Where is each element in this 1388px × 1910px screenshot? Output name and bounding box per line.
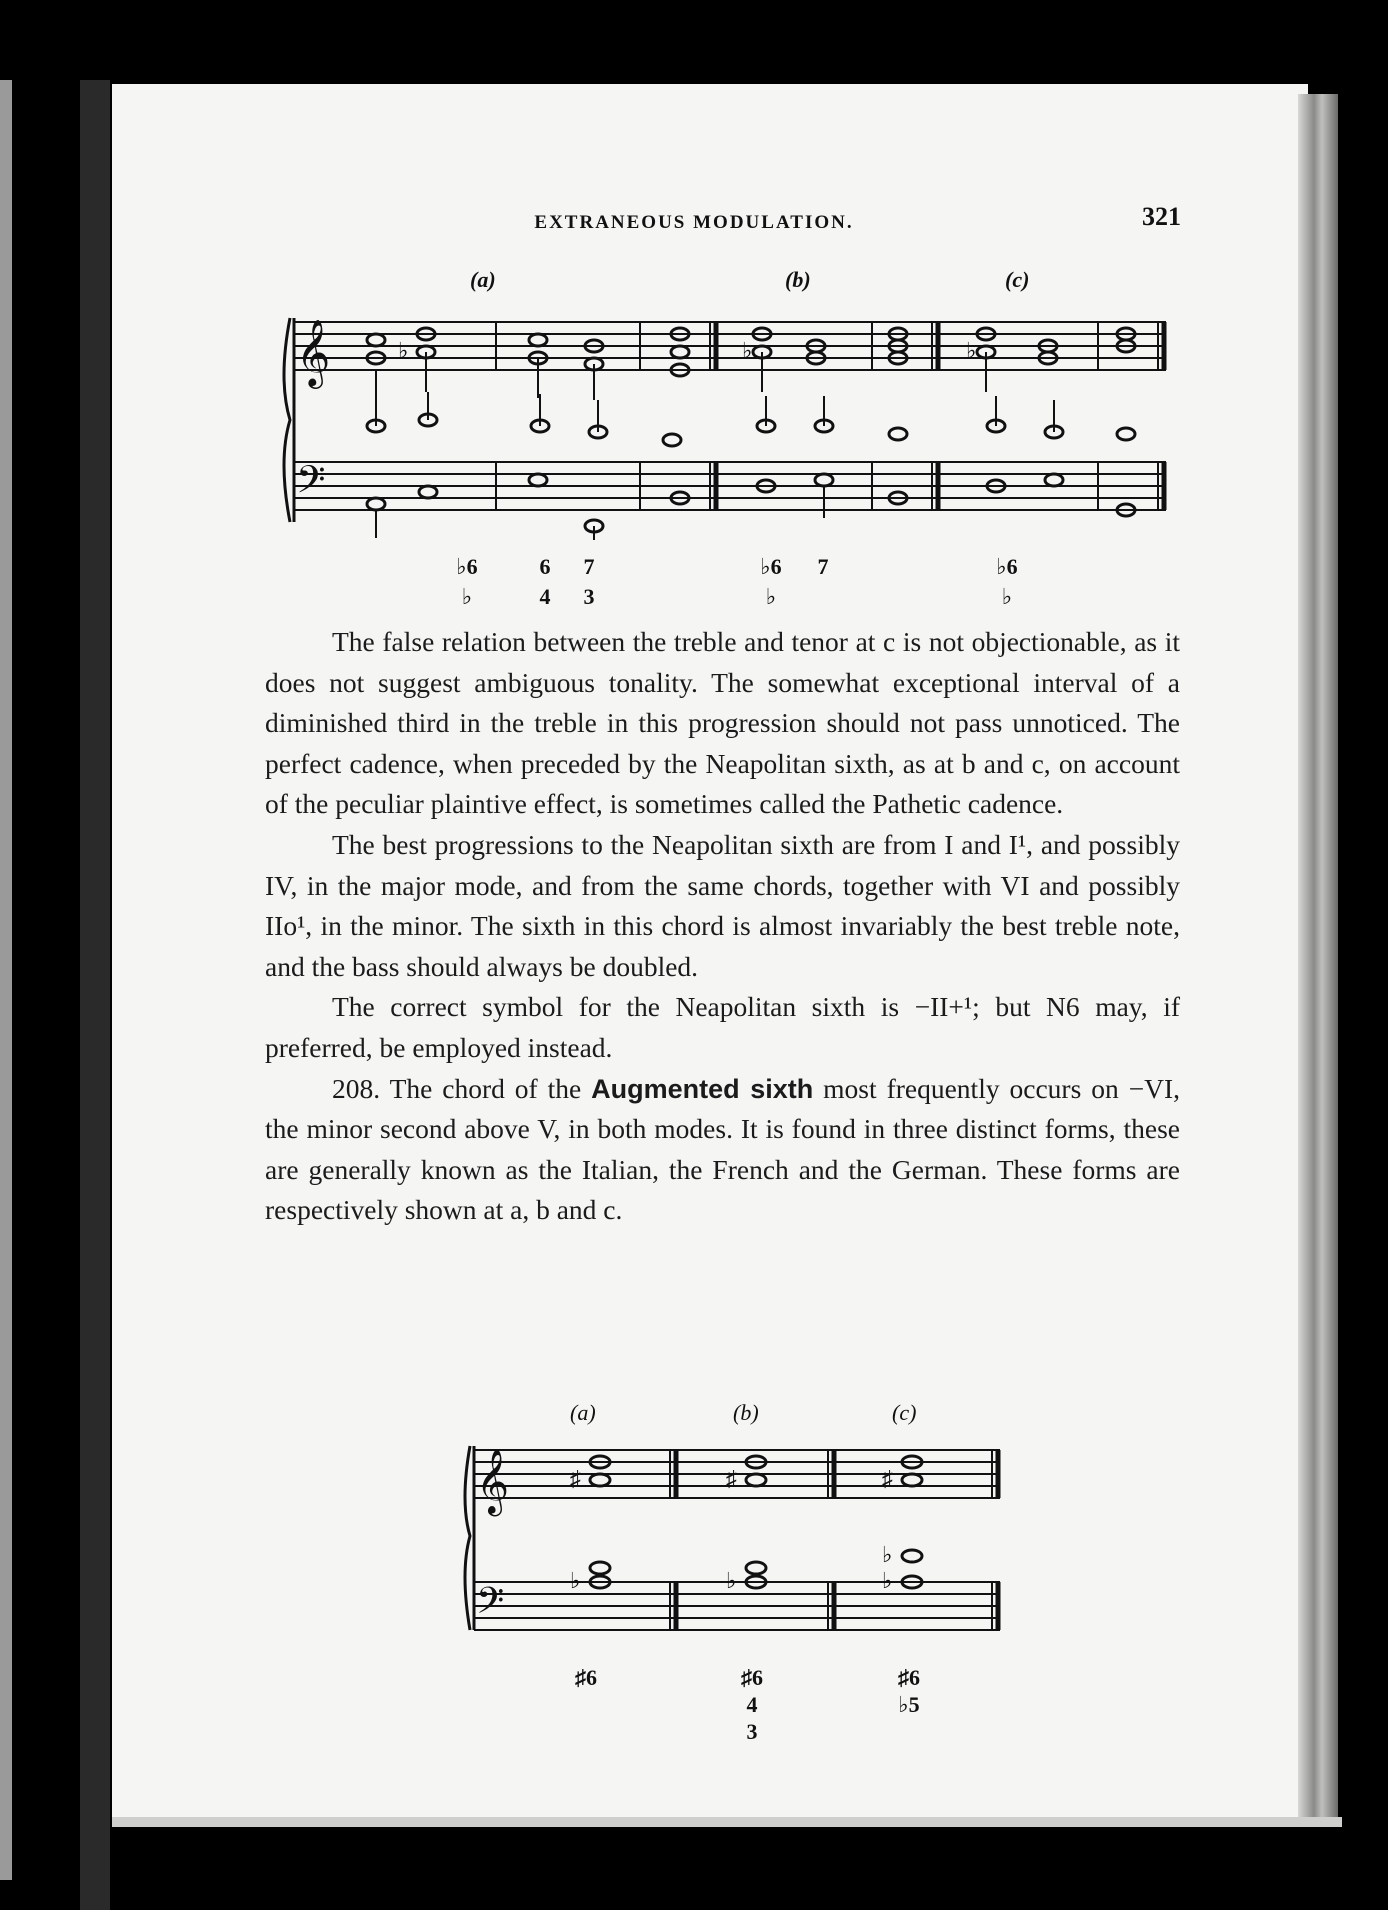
svg-text:♯: ♯ xyxy=(726,1466,737,1491)
svg-text:𝄞: 𝄞 xyxy=(476,1449,510,1514)
example1-label-c: (c) xyxy=(1005,267,1030,292)
svg-text:♯: ♯ xyxy=(570,1466,581,1491)
svg-text:♯: ♯ xyxy=(882,1466,893,1491)
fig1-top-5: 7 xyxy=(817,554,829,579)
example2-label-a: (a) xyxy=(570,1400,596,1425)
music-example-2 xyxy=(460,1432,1005,1642)
svg-text:𝄢: 𝄢 xyxy=(476,1580,505,1631)
fig1-top-1: ♭6 xyxy=(456,554,478,579)
svg-text:♭: ♭ xyxy=(882,1568,893,1593)
music-example-1 xyxy=(276,300,1176,540)
svg-text:𝄞: 𝄞 xyxy=(296,318,331,386)
svg-text:♭: ♭ xyxy=(398,338,409,363)
fig1-bottom-4: ♭ xyxy=(765,584,777,609)
svg-text:♭: ♭ xyxy=(570,1568,581,1593)
term-augmented-sixth: Augmented sixth xyxy=(591,1073,814,1104)
fig2-a-line1: ♯6 xyxy=(575,1665,597,1690)
fig2-b-line2: 4 xyxy=(746,1692,758,1717)
example2-label-b: (b) xyxy=(733,1400,759,1425)
svg-text:𝄢: 𝄢 xyxy=(296,457,326,511)
scan-left-stripe xyxy=(0,80,12,1880)
paragraph-neapolitan-symbol: The correct symbol for the Neapolitan sixth is −II+¹; but N6 may, if preferred, be employed instead. xyxy=(265,991,1180,1063)
fig1-bottom-1: ♭ xyxy=(461,584,473,609)
example1-label-a: (a) xyxy=(470,267,496,292)
fig1-bottom-6: ♭ xyxy=(1001,584,1013,609)
body-text xyxy=(265,622,1180,1231)
paragraph-augmented-sixth: 208. The chord of the Augmented sixth most frequently occurs on −VI, the minor second above V, in both modes. It is found in three distinct forms, these are generally known as the Italian, the French and the German. These forms are respectively shown at a, b and c. xyxy=(265,1072,1181,1226)
example1-label-b: (b) xyxy=(785,267,811,292)
page-stack-edge xyxy=(1298,94,1338,1824)
running-title: EXTRANEOUS MODULATION. xyxy=(534,212,854,233)
svg-text:♭: ♭ xyxy=(966,338,977,363)
book-spine xyxy=(80,80,110,1910)
fig2-c-line2: ♭5 xyxy=(898,1692,920,1717)
fig1-bottom-2: 4 xyxy=(539,584,551,609)
svg-text:♭: ♭ xyxy=(742,338,753,363)
page-bottom-edge xyxy=(112,1817,1342,1827)
page-number: 321 xyxy=(1142,202,1181,231)
fig2-c-line1: ♯6 xyxy=(898,1665,920,1690)
paragraph-neapolitan-progressions: The best progressions to the Neapolitan sixth are from I and I¹, and possibly IV, in the major mode, and from the same chords, together with VI and possibly IIo¹, in the minor. The sixth in this chord is almost invariably the best treble note, and the bass should always be doubled. xyxy=(265,828,1180,982)
fig2-b-line3: 3 xyxy=(746,1719,758,1744)
section-number: 208. xyxy=(332,1072,381,1104)
fig1-top-6: ♭6 xyxy=(996,554,1018,579)
fig1-top-3: 7 xyxy=(583,554,595,579)
svg-text:♭: ♭ xyxy=(882,1542,893,1567)
example2-label-c: (c) xyxy=(892,1400,917,1425)
fig1-bottom-3: 3 xyxy=(583,584,595,609)
fig1-top-2: 6 xyxy=(539,554,551,579)
paragraph-false-relation: The false relation between the treble and tenor at c is not objectionable, as it does not suggest ambiguous tonality. The somewhat exceptional interval of a diminished third in the treble in this progression should not pass unnoticed. The perfect cadence, when preceded by the Neapolitan sixth, as at b and c, on account of the peculiar plaintive effect, is sometimes called the Pathetic cadence. xyxy=(265,626,1180,820)
svg-text:♭: ♭ xyxy=(726,1568,737,1593)
fig1-top-4: ♭6 xyxy=(760,554,782,579)
fig2-b-line1: ♯6 xyxy=(741,1665,763,1690)
